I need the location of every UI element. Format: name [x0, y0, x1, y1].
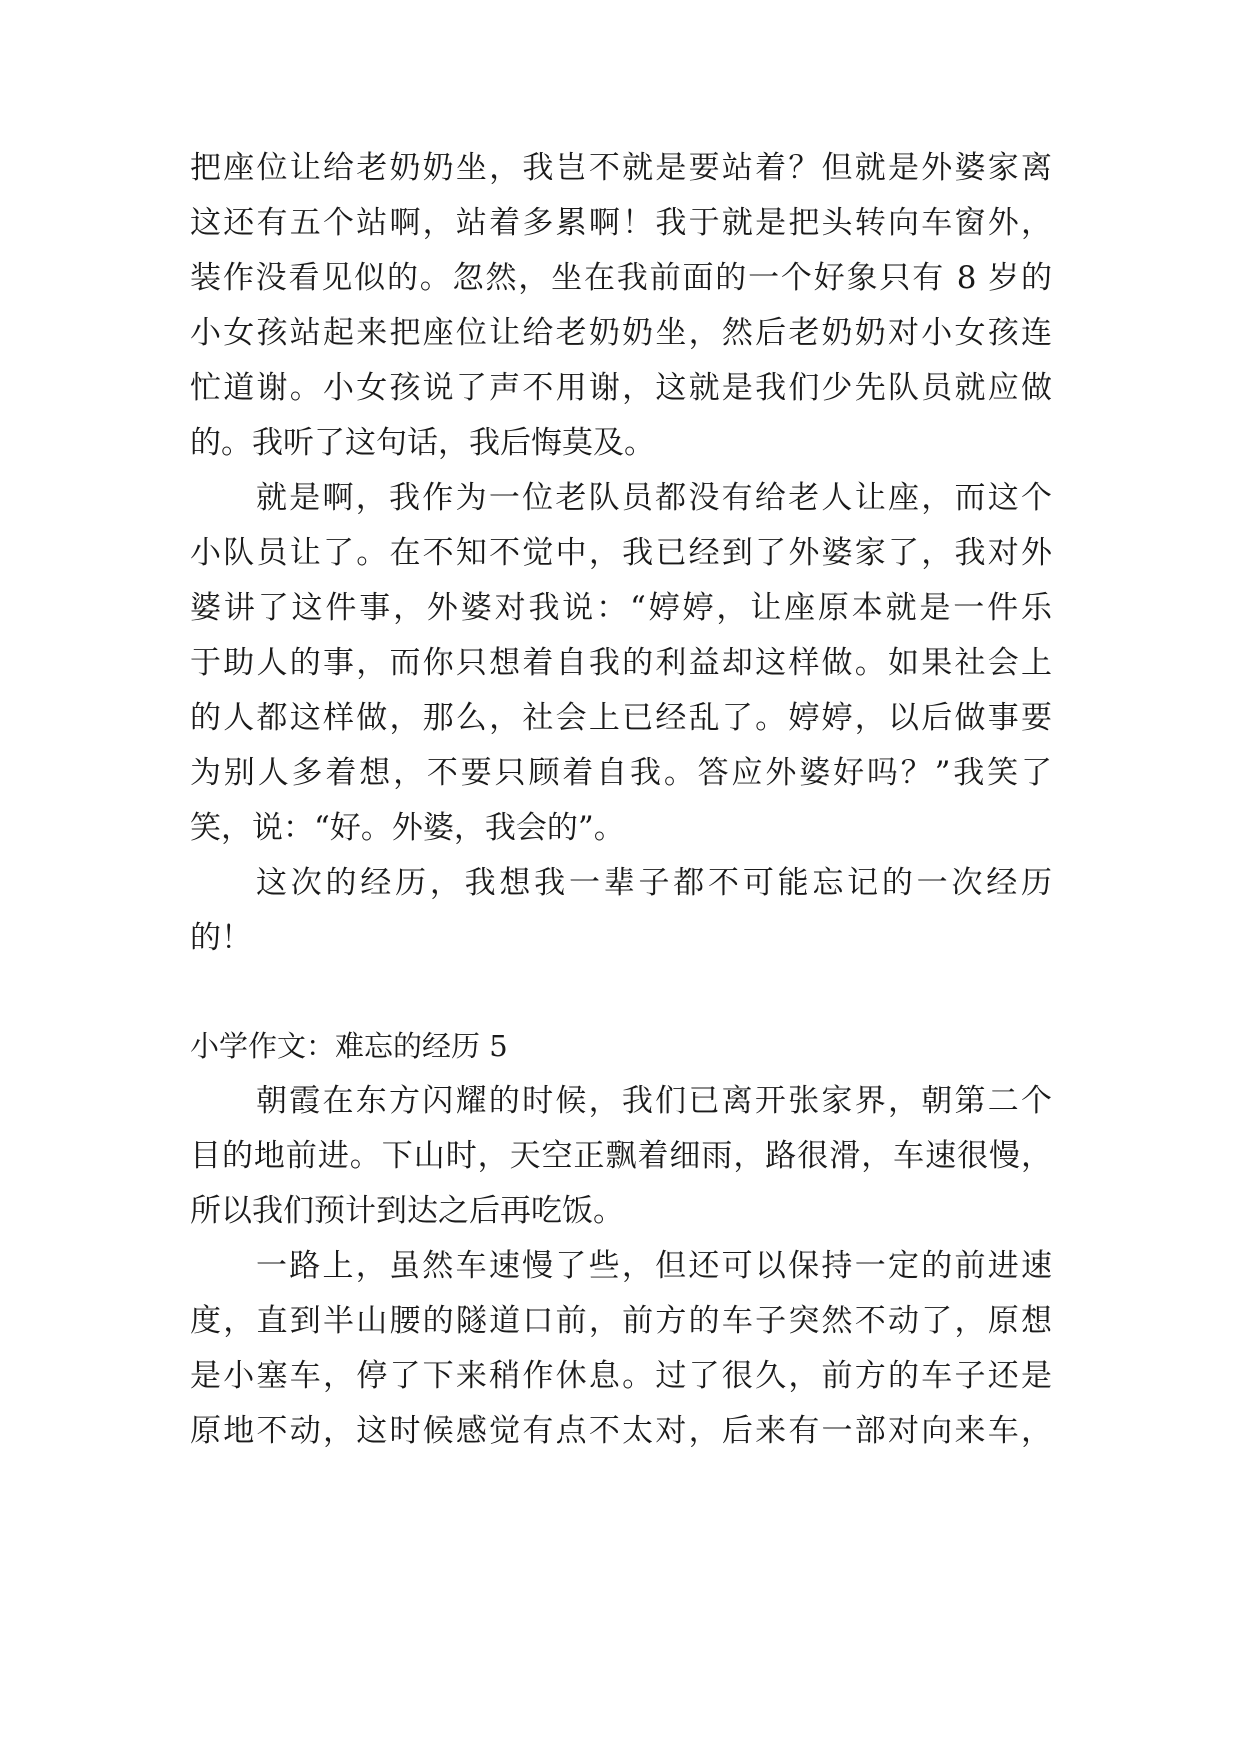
text-line: 这次的经历，我想我一辈子都不可能忘记的一次经历: [256, 865, 1052, 901]
text-line: 于助人的事，而你只想着自我的利益却这样做。如果社会上: [190, 645, 1052, 681]
text-line: 的！: [190, 920, 252, 956]
text-line: 一路上，虽然车速慢了些，但还可以保持一定的前进速: [256, 1248, 1052, 1284]
text-line: 目的地前进。下山时，天空正飘着细雨，路很滑，车速很慢，: [190, 1138, 1052, 1174]
text-line: 忙道谢。小女孩说了声不用谢，这就是我们少先队员就应做: [190, 370, 1052, 406]
text-line: 小女孩站起来把座位让给老奶奶坐，然后老奶奶对小女孩连: [190, 315, 1052, 351]
text-line: 就是啊，我作为一位老队员都没有给老人让座，而这个: [256, 480, 1052, 516]
text-line: 的。我听了这句话，我后悔莫及。: [190, 425, 655, 461]
text-line: 的人都这样做，那么，社会上已经乱了。婷婷，以后做事要: [190, 700, 1052, 736]
text-line: 这还有五个站啊，站着多累啊！我于就是把头转向车窗外，: [190, 205, 1052, 241]
text-line: 笑，说：“好。外婆，我会的”。: [190, 810, 625, 846]
text-line: 原地不动，这时候感觉有点不太对，后来有一部对向来车，: [190, 1413, 1052, 1449]
text-line: 装作没看见似的。忽然，坐在我前面的一个好象只有 8 岁的: [190, 260, 1052, 296]
text-line: 朝霞在东方闪耀的时候，我们已离开张家界，朝第二个: [256, 1083, 1052, 1119]
text-line: 是小塞车，停了下来稍作休息。过了很久，前方的车子还是: [190, 1358, 1052, 1394]
section-title: 小学作文：难忘的经历 5: [190, 1029, 508, 1063]
text-line: 度，直到半山腰的隧道口前，前方的车子突然不动了，原想: [190, 1303, 1052, 1339]
text-line: 为别人多着想，不要只顾着自我。答应外婆好吗？”我笑了: [190, 755, 1052, 791]
text-line: 所以我们预计到达之后再吃饭。: [190, 1193, 624, 1229]
text-line: 把座位让给老奶奶坐，我岂不就是要站着？但就是外婆家离: [190, 150, 1052, 186]
text-line: 婆讲了这件事，外婆对我说：“婷婷，让座原本就是一件乐: [190, 590, 1052, 626]
text-line: 小队员让了。在不知不觉中，我已经到了外婆家了，我对外: [190, 535, 1052, 571]
